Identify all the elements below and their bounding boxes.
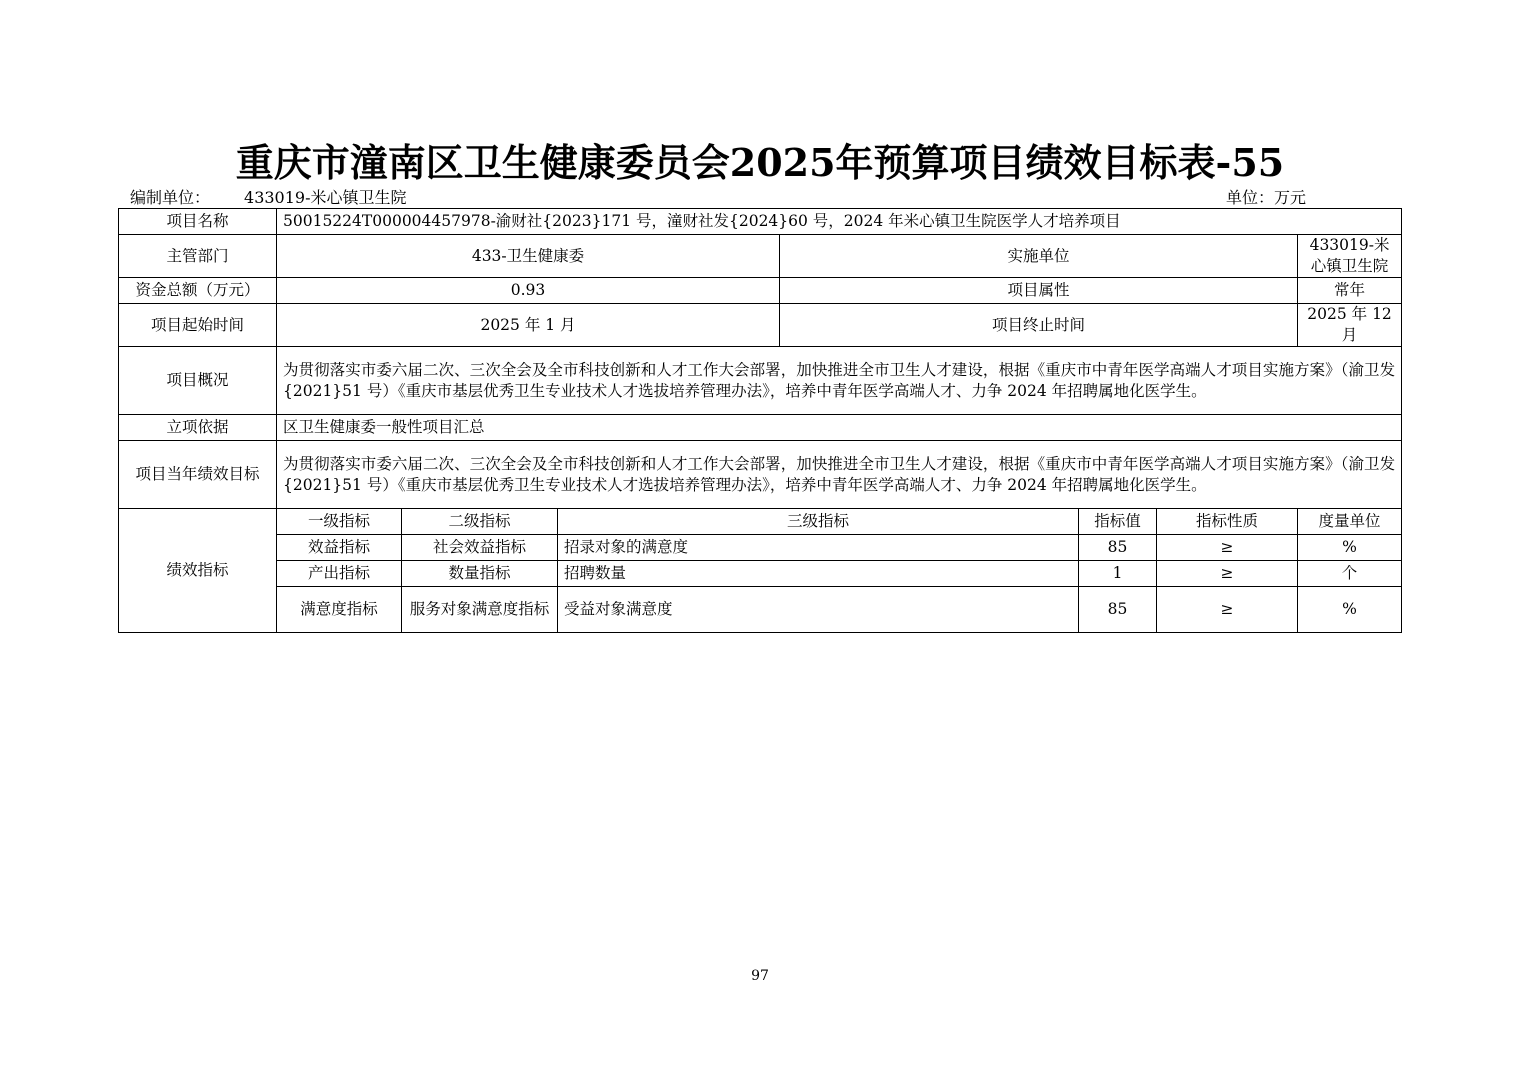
indicator-nature: ≥ (1157, 587, 1298, 633)
compiling-unit-label: 编制单位： (130, 188, 211, 207)
dept-value: 433-卫生健康委 (277, 235, 780, 278)
header-level3: 三级指标 (558, 509, 1079, 535)
header-level2: 二级指标 (402, 509, 558, 535)
funds-label: 资金总额（万元） (119, 278, 277, 304)
indicator-level2: 社会效益指标 (402, 535, 558, 561)
indicator-value: 85 (1079, 587, 1157, 633)
compiling-unit-value: 433019-米心镇卫生院 (244, 188, 407, 207)
dept-label: 主管部门 (119, 235, 277, 278)
project-name-value: 50015224T000004457978-渝财社{2023}171 号，潼财社发{2024}60 号，2024 年米心镇卫生院医学人才培养项目 (277, 209, 1402, 235)
project-name-label: 项目名称 (119, 209, 277, 235)
basis-value: 区卫生健康委一般性项目汇总 (277, 415, 1402, 441)
dept-row (119, 235, 1402, 278)
start-time-value: 2025 年 1 月 (277, 304, 780, 347)
impl-unit-value: 433019-米心镇卫生院 (1298, 235, 1402, 278)
header-value: 指标值 (1079, 509, 1157, 535)
indicator-level2: 数量指标 (402, 561, 558, 587)
indicator-level1: 产出指标 (277, 561, 402, 587)
basis-row (119, 415, 1402, 441)
funds-value: 0.93 (277, 278, 780, 304)
start-time-label: 项目起始时间 (119, 304, 277, 347)
indicator-unit: 个 (1298, 561, 1402, 587)
basis-label: 立项依据 (119, 415, 277, 441)
overview-label: 项目概况 (119, 347, 277, 415)
indicator-header-row (119, 509, 1402, 535)
indicator-row (119, 587, 1402, 633)
indicator-level2: 服务对象满意度指标 (402, 587, 558, 633)
page-title: 重庆市潼南区卫生健康委员会2025年预算项目绩效目标表-55 (235, 140, 1285, 185)
project-attr-value: 常年 (1298, 278, 1402, 304)
header-level1: 一级指标 (277, 509, 402, 535)
header-nature: 指标性质 (1157, 509, 1298, 535)
indicators-label: 绩效指标 (119, 509, 277, 633)
performance-target-table (118, 208, 1402, 633)
compiling-unit (130, 185, 407, 208)
indicator-row (119, 535, 1402, 561)
indicator-level3: 招录对象的满意度 (558, 535, 1079, 561)
end-time-value: 2025 年 12 月 (1298, 304, 1402, 347)
indicator-row (119, 561, 1402, 587)
end-time-label: 项目终止时间 (780, 304, 1298, 347)
project-name-row (119, 209, 1402, 235)
indicator-unit: % (1298, 535, 1402, 561)
time-row (119, 304, 1402, 347)
header-unit: 度量单位 (1298, 509, 1402, 535)
indicator-value: 1 (1079, 561, 1157, 587)
indicator-nature: ≥ (1157, 561, 1298, 587)
page-number: 97 (751, 968, 769, 984)
funds-row (119, 278, 1402, 304)
goal-label: 项目当年绩效目标 (119, 441, 277, 509)
indicator-level1: 效益指标 (277, 535, 402, 561)
indicator-value: 85 (1079, 535, 1157, 561)
indicator-level1: 满意度指标 (277, 587, 402, 633)
project-attr-label: 项目属性 (780, 278, 1298, 304)
indicator-unit: % (1298, 587, 1402, 633)
indicator-level3: 招聘数量 (558, 561, 1079, 587)
impl-unit-label: 实施单位 (780, 235, 1298, 278)
currency-unit: 单位：万元 (1226, 188, 1307, 207)
goal-row (119, 441, 1402, 509)
overview-value: 为贯彻落实市委六届二次、三次全会及全市科技创新和人才工作大会部署，加快推进全市卫生人才建设，根据《重庆市中青年医学高端人才项目实施方案》（渝卫发{2021}51 号）《重庆市基层优秀卫生专业技术人才选拔培养管理办法》，培养中青年医学高端人才、力争 2024 年招聘属地化医学生。 (277, 347, 1402, 415)
indicator-nature: ≥ (1157, 535, 1298, 561)
goal-value: 为贯彻落实市委六届二次、三次全会及全市科技创新和人才工作大会部署，加快推进全市卫生人才建设，根据《重庆市中青年医学高端人才项目实施方案》（渝卫发{2021}51 号）《重庆市基层优秀卫生专业技术人才选拔培养管理办法》，培养中青年医学高端人才、力争 2024 年招聘属地化医学生。 (277, 441, 1402, 509)
overview-row (119, 347, 1402, 415)
indicator-level3: 受益对象满意度 (558, 587, 1079, 633)
